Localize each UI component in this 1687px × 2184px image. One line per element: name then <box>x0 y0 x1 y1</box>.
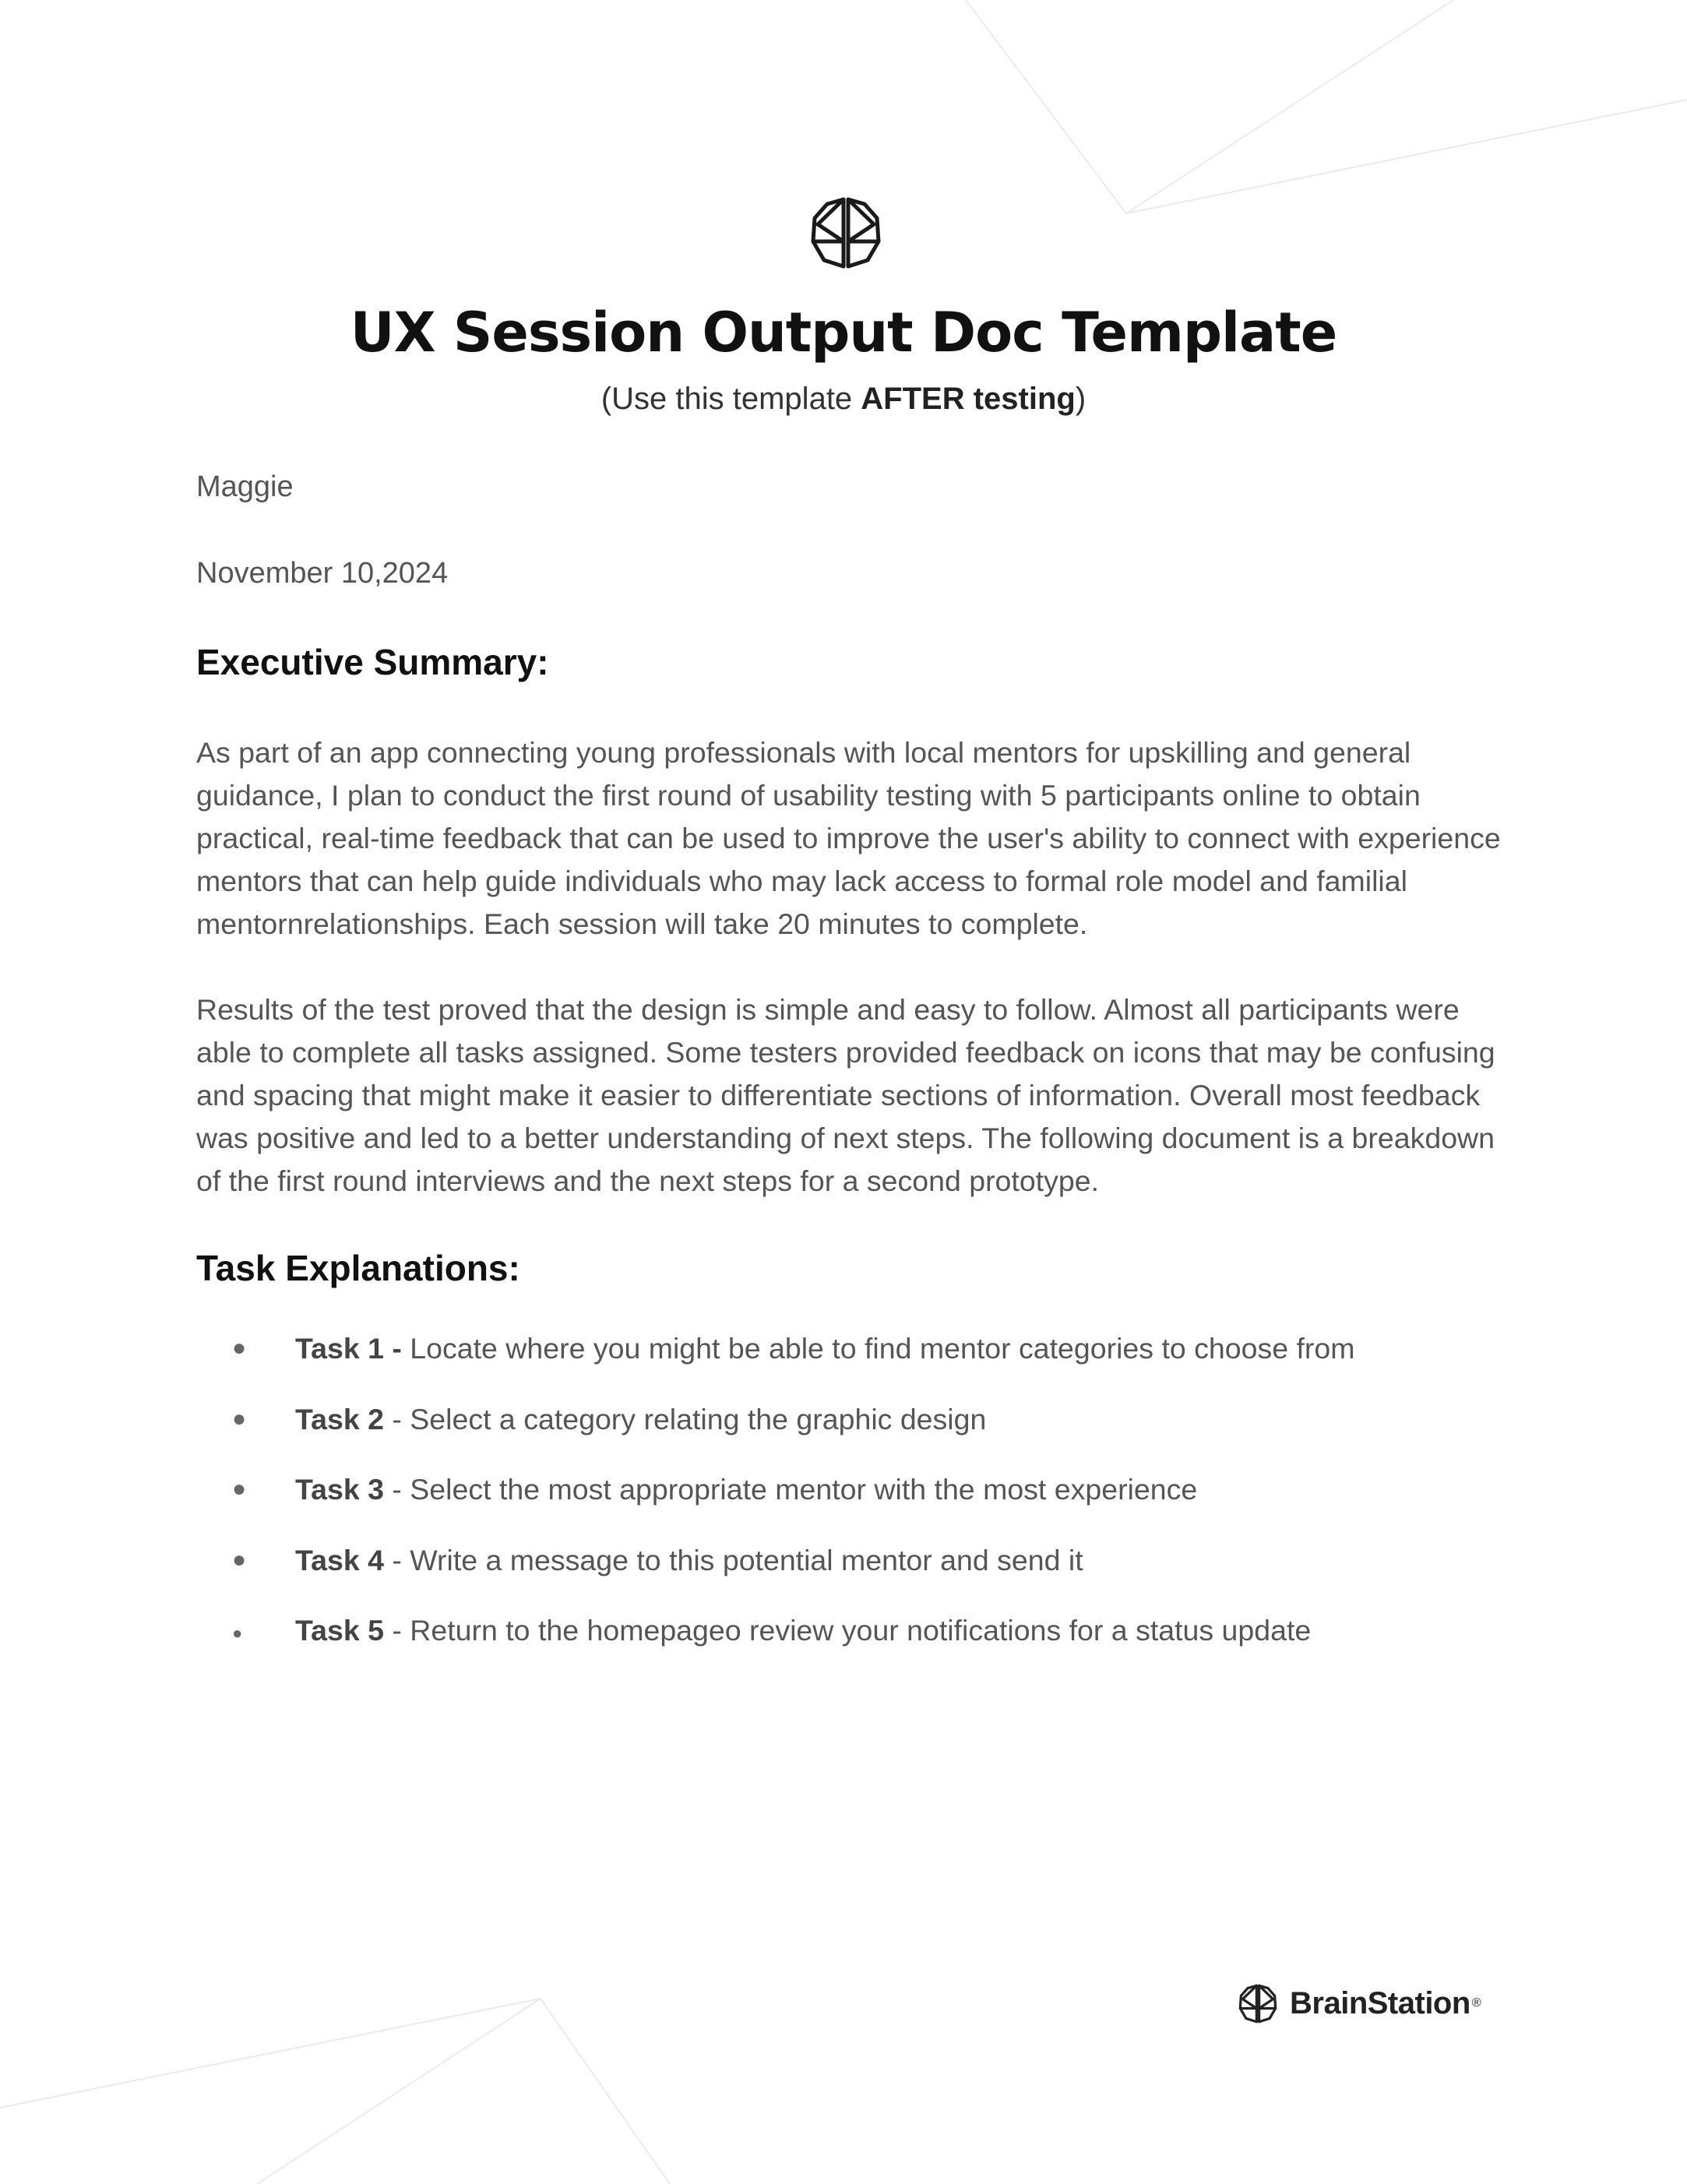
task-description: - Select a category relating the graphic design <box>383 1402 987 1435</box>
executive-summary-paragraph-2: Results of the test proved that the design is simple and easy to follow. Almost all participants were able to complete all tasks assigned. Some testers provided feedback on icons that may be confusing and spacing that might make it easier to differentiate sections of information. Overall most feedback was positive and led to a better understanding of next steps. The following document is a breakdown of the first round interviews and the next steps for a second prototype. <box>196 993 1495 1197</box>
task-description: - Return to the homepageo review your notifications for a status update <box>383 1614 1312 1647</box>
task-label: Task 4 <box>295 1543 384 1576</box>
bullet-icon: ● <box>232 1546 247 1573</box>
bullet-icon: ● <box>232 1335 247 1361</box>
task-label: Task 2 <box>295 1402 384 1435</box>
bullet-icon: ● <box>232 1623 243 1643</box>
registered-mark: ® <box>1471 1996 1481 2010</box>
task-text <box>295 1605 1311 1656</box>
task-description: - Select the most appropriate mentor with the most experience <box>383 1473 1198 1506</box>
document-date: November 10,2024 <box>196 557 449 590</box>
subtitle-prefix: (Use this template <box>600 382 861 416</box>
task-label: Task 5 <box>295 1614 384 1647</box>
task-text <box>295 1323 1354 1374</box>
executive-summary-heading: Executive Summary: <box>196 642 549 682</box>
brain-logo-icon <box>807 193 885 271</box>
task-text <box>295 1464 1197 1515</box>
task-description: Locate where you might be able to find mentor categories to choose from <box>401 1332 1355 1365</box>
brand-name: BrainStation <box>1290 1985 1470 2020</box>
task-label: Task 1 - <box>295 1332 402 1365</box>
footer-brand <box>1237 1980 1481 2027</box>
subtitle-emphasis: AFTER testing <box>861 382 1076 416</box>
page-title: UX Session Output Doc Template <box>350 301 1337 365</box>
task-explanations-heading: Task Explanations: <box>196 1248 520 1288</box>
subtitle <box>0 382 1687 417</box>
task-text <box>295 1393 986 1445</box>
subtitle-suffix: ) <box>1075 382 1087 416</box>
task-description: - Write a message to this potential mentor and send it <box>383 1543 1083 1576</box>
brain-icon <box>1237 1982 1279 2024</box>
executive-summary-paragraph-1: As part of an app connecting young professionals with local mentors for upskilling and general guidance, I plan to conduct the first round of usability testing with 5 participants online to obtain practical, real-time feedback that can be used to improve the user's ability to connect with experience mentors that can help guide individuals who may lack access to formal role model and familial mentornrelationships. Each session will take 20 minutes to complete. <box>196 736 1501 940</box>
bullet-icon: ● <box>232 1405 247 1432</box>
author-name: Maggie <box>196 470 294 503</box>
bullet-icon: ● <box>232 1476 247 1502</box>
task-label: Task 3 <box>295 1473 384 1506</box>
task-text <box>295 1534 1083 1586</box>
